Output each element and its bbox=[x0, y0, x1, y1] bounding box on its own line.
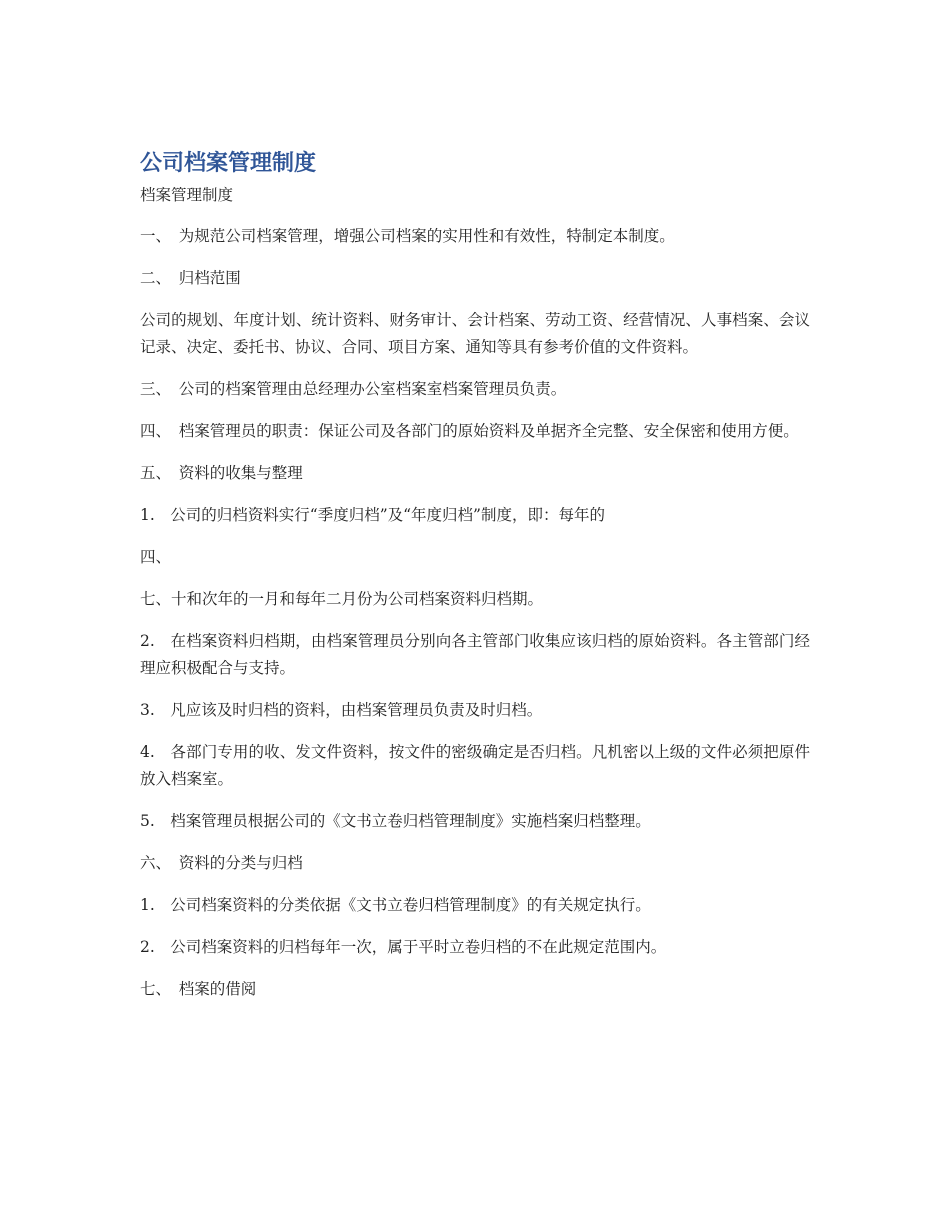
paragraph-collection-item-1: 1. 公司的归档资料实行“季度归档”及“年度归档”制度，即：每年的 bbox=[140, 506, 605, 524]
paragraph-archive-period: 七、十和次年的一月和每年二月份为公司档案资料归档期。 bbox=[140, 590, 544, 608]
paragraph-manager-duties: 四、 档案管理员的职责：保证公司及各部门的原始资料及单据齐全完整、安全保密和使用方便。 bbox=[140, 422, 799, 440]
paragraph-borrowing-heading: 七、 档案的借阅 bbox=[140, 980, 257, 998]
paragraph-classification-item-2: 2. 公司档案资料的归档每年一次，属于平时立卷归档的不在此规定范围内。 bbox=[140, 938, 667, 956]
paragraph-collection-item-5: 5. 档案管理员根据公司的《文书立卷归档管理制度》实施档案归档整理。 bbox=[140, 812, 651, 830]
document-title: 公司档案管理制度 bbox=[140, 151, 317, 176]
paragraph-scope-body: 公司的规划、年度计划、统计资料、财务审计、会计档案、劳动工资、经营情况、人事档案、会议记录、决定、委托书、协议、合同、项目方案、通知等具有参考价值的文件资料。 bbox=[140, 311, 810, 356]
paragraph-responsibility: 三、 公司的档案管理由总经理办公室档案室档案管理员负责。 bbox=[140, 380, 567, 398]
paragraph-collection-item-2: 2. 在档案资料归档期，由档案管理员分别向各主管部门收集应该归档的原始资料。各主管部门经理应积极配合与支持。 bbox=[140, 632, 810, 677]
paragraph-purpose: 一、 为规范公司档案管理，增强公司档案的实用性和有效性，特制定本制度。 bbox=[140, 227, 675, 245]
paragraph-collection-heading: 五、 资料的收集与整理 bbox=[140, 464, 303, 482]
paragraph-classification-item-1: 1. 公司档案资料的分类依据《文书立卷归档管理制度》的有关规定执行。 bbox=[140, 896, 651, 914]
paragraph-scope-heading: 二、 归档范围 bbox=[140, 269, 241, 287]
paragraph-fragment-four: 四、 bbox=[140, 548, 172, 566]
document-subtitle: 档案管理制度 bbox=[140, 186, 234, 204]
paragraph-collection-item-3: 3. 凡应该及时归档的资料，由档案管理员负责及时归档。 bbox=[140, 701, 543, 719]
document-page bbox=[140, 150, 810, 1018]
paragraph-classification-heading: 六、 资料的分类与归档 bbox=[140, 854, 303, 872]
paragraph-collection-item-4: 4. 各部门专用的收、发文件资料，按文件的密级确定是否归档。凡机密以上级的文件必须把原件放入档案室。 bbox=[140, 743, 810, 788]
